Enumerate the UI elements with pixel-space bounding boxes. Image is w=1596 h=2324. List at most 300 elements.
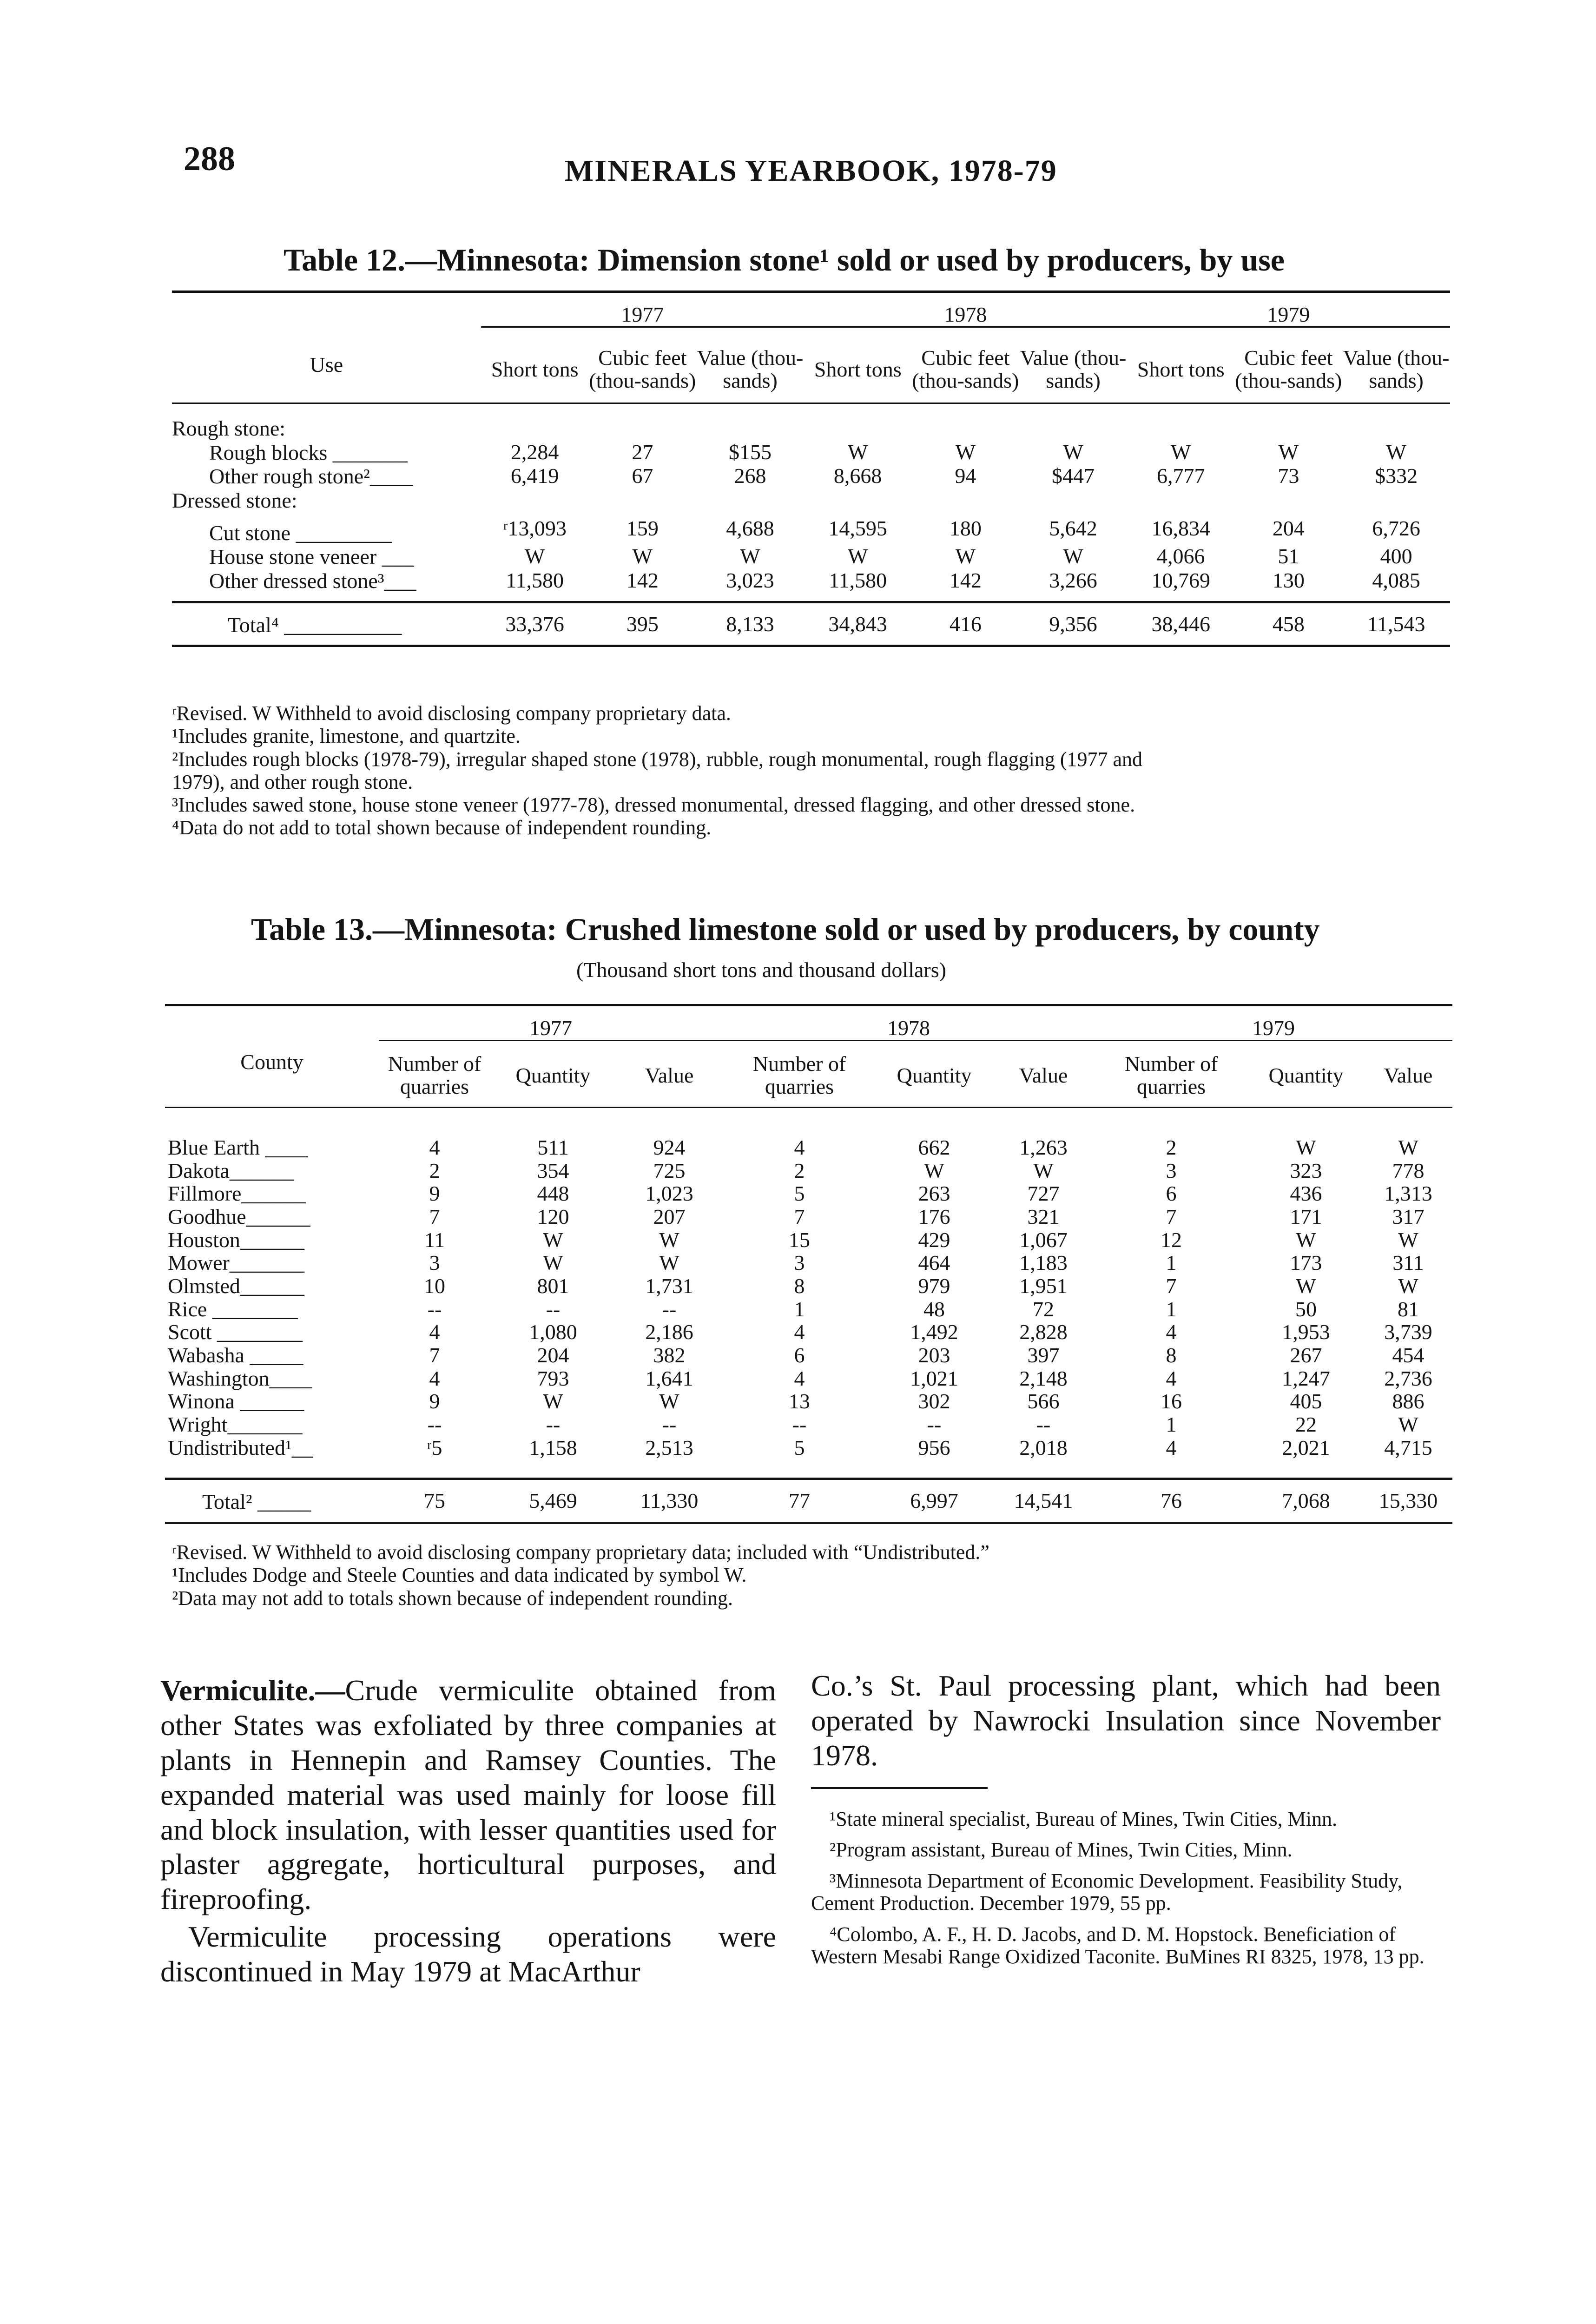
col-quantity: Quantity — [515, 1063, 591, 1087]
table-cell: 436 — [1290, 1182, 1322, 1206]
county-label: Olmsted______ — [168, 1274, 304, 1298]
table-cell: W — [1398, 1413, 1418, 1437]
col-quarries: Number of quarries — [1124, 1051, 1218, 1099]
spacer — [172, 593, 1450, 602]
table-cell: 4 — [429, 1136, 440, 1160]
table13 — [165, 1004, 1452, 1524]
table12-total-row — [172, 602, 1450, 646]
table-cell: W — [1398, 1274, 1418, 1298]
table-cell: -- — [546, 1413, 561, 1437]
year-1978-header: 1978 — [723, 1005, 1095, 1041]
table-cell: 15,330 — [1378, 1489, 1438, 1513]
table-cell: 4 — [794, 1136, 805, 1160]
table-cell: W — [1033, 1158, 1054, 1182]
year-1979-header: 1979 — [1095, 1005, 1452, 1041]
table-cell: 397 — [1027, 1343, 1060, 1367]
table-cell: 416 — [949, 612, 982, 636]
table-cell — [1342, 488, 1450, 512]
table-cell: 5 — [794, 1182, 805, 1206]
county-label: Washington____ — [168, 1366, 312, 1390]
table-cell: 1,263 — [1019, 1136, 1068, 1160]
table-cell — [804, 488, 912, 512]
table-cell: 8 — [1166, 1343, 1177, 1367]
table-cell: 5,469 — [529, 1489, 577, 1513]
section-heading: Vermiculite.— — [160, 1674, 345, 1707]
col-cubic-feet: Cubic feet (thou-sands) — [589, 345, 696, 393]
table-cell: W — [1170, 440, 1191, 464]
table-row — [165, 1413, 1452, 1436]
table-cell: ʳ5 — [427, 1435, 442, 1459]
table-cell: 323 — [1290, 1158, 1322, 1182]
table-cell: 1 — [1166, 1251, 1177, 1275]
year-1979-header: 1979 — [1127, 292, 1450, 327]
table12-title: Table 12.—Minnesota: Dimension stone¹ sold or used by producers, by use — [284, 242, 1285, 277]
table-cell: 956 — [918, 1435, 950, 1459]
table-cell: W — [1296, 1228, 1316, 1252]
table13-note: ʳRevised. W Withheld to avoid disclosing company proprietary data; included with “Undistributed.” — [172, 1541, 989, 1564]
table12-note: ⁴Data do not add to total shown because of independent rounding. — [172, 816, 712, 839]
table-cell — [589, 403, 697, 440]
table-row — [165, 1159, 1452, 1182]
table-cell: 2,186 — [645, 1320, 693, 1344]
table-cell: 4,085 — [1372, 568, 1420, 593]
table-cell: 2 — [794, 1158, 805, 1182]
table-row — [165, 1274, 1452, 1298]
table-cell: 3 — [794, 1251, 805, 1275]
table-cell: 7 — [429, 1205, 440, 1229]
table-cell: 9,356 — [1049, 612, 1097, 636]
col-quantity: Quantity — [1268, 1063, 1344, 1087]
paragraph — [160, 1673, 776, 1917]
table-cell: 81 — [1398, 1297, 1419, 1321]
table-cell: 14,541 — [1014, 1489, 1073, 1513]
table-cell: 7 — [1166, 1274, 1177, 1298]
col-quarries: Number of quarries — [752, 1051, 846, 1099]
table-cell: 2,148 — [1019, 1366, 1068, 1390]
row-label: Rough blocks _______ — [209, 440, 408, 464]
table-cell: 51 — [1278, 544, 1299, 568]
table-cell: 76 — [1161, 1489, 1182, 1513]
col-short-tons: Short tons — [491, 357, 579, 381]
table-cell — [481, 488, 589, 512]
year-1977-header: 1977 — [481, 292, 804, 327]
table-cell: 2 — [429, 1158, 440, 1182]
table-cell: 4,715 — [1384, 1435, 1432, 1459]
table-cell: W — [1063, 440, 1083, 464]
table-cell: 16 — [1161, 1389, 1182, 1413]
table-cell: 6,777 — [1156, 464, 1205, 488]
table13-notes — [172, 1541, 989, 1610]
table-cell: 16,834 — [1151, 516, 1210, 540]
table-cell: 6 — [794, 1343, 805, 1367]
table-cell: 2,018 — [1019, 1435, 1068, 1459]
table-row — [172, 512, 1450, 545]
table-cell: 924 — [653, 1136, 686, 1160]
table-row — [165, 1390, 1452, 1413]
table-cell: 1,641 — [645, 1366, 693, 1390]
table-cell: 979 — [918, 1274, 950, 1298]
table-cell: 886 — [1392, 1389, 1425, 1413]
table-cell: 27 — [632, 440, 653, 464]
col-value: Value — [1384, 1063, 1433, 1087]
col-value: Value — [1019, 1063, 1068, 1087]
running-title: MINERALS YEARBOOK, 1978-79 — [565, 154, 1057, 188]
table-cell: 3,739 — [1384, 1320, 1432, 1344]
county-label: Mower_______ — [168, 1251, 304, 1275]
table-cell: 3,266 — [1049, 568, 1097, 593]
table12-note: ¹Includes granite, limestone, and quartzite. — [172, 725, 521, 748]
table-cell: 8,668 — [833, 464, 882, 488]
col-short-tons: Short tons — [814, 357, 902, 381]
col-quantity: Quantity — [897, 1063, 972, 1087]
table-cell: W — [847, 440, 868, 464]
footnote-divider — [811, 1787, 988, 1789]
table-cell: W — [847, 544, 868, 568]
table-cell: W — [1296, 1274, 1316, 1298]
table-cell: 2 — [1166, 1136, 1177, 1160]
table-cell: 142 — [626, 568, 659, 593]
table-cell: 1,313 — [1384, 1182, 1432, 1206]
table-cell: W — [1398, 1228, 1418, 1252]
table-row — [172, 488, 1450, 512]
county-label: Wabasha _____ — [168, 1343, 303, 1367]
table-cell — [1127, 403, 1235, 440]
table-cell — [696, 403, 804, 440]
table-cell: 511 — [537, 1136, 569, 1160]
table-cell — [912, 403, 1020, 440]
table-cell: W — [659, 1228, 679, 1252]
table-cell: 10 — [424, 1274, 445, 1298]
table-cell: -- — [662, 1413, 677, 1437]
table-cell: -- — [927, 1413, 942, 1437]
table-cell: W — [659, 1251, 679, 1275]
table-cell: 67 — [632, 464, 653, 488]
col-short-tons: Short tons — [1137, 357, 1225, 381]
table-cell: 1,492 — [910, 1320, 958, 1344]
table-cell: 9 — [429, 1182, 440, 1206]
table-row — [172, 464, 1450, 488]
table-cell: 4 — [794, 1366, 805, 1390]
table-cell: 5,642 — [1049, 516, 1097, 540]
table13-title: Table 13.—Minnesota: Crushed limestone sold or used by producers, by county — [251, 911, 1320, 947]
footnote: ¹State mineral specialist, Bureau of Mines, Twin Cities, Minn. — [830, 1808, 1338, 1830]
table-cell: 1,951 — [1019, 1274, 1068, 1298]
table-cell: 33,376 — [505, 612, 564, 636]
table12-notes — [172, 702, 1142, 839]
paragraph-text: Crude vermiculite obtained from other States was exfoliated by three companies at plants in Hennepin and Ramsey Counties. The expanded material was used mainly for loose fill and block insulation, with lesser quantities used for plaster aggregate, horticultural purposes, and fireproofing. — [160, 1674, 776, 1916]
table-cell: 4 — [1166, 1366, 1177, 1390]
county-label: Rice ________ — [168, 1297, 298, 1321]
table-cell: 1,067 — [1019, 1228, 1068, 1252]
table-cell: W — [1063, 544, 1083, 568]
table-cell: 50 — [1295, 1297, 1317, 1321]
table-cell: 77 — [789, 1489, 810, 1513]
table13-subtitle: (Thousand short tons and thousand dollars) — [576, 958, 946, 982]
table-cell: 204 — [1272, 516, 1305, 540]
table-cell: 15 — [789, 1228, 810, 1252]
table-cell: -- — [427, 1413, 442, 1437]
row-label: Rough stone: — [172, 416, 286, 441]
table-cell: 204 — [537, 1343, 569, 1367]
table-cell: 400 — [1380, 544, 1412, 568]
paragraph: Vermiculite processing operations were discontinued in May 1979 at MacArthur — [160, 1920, 776, 1988]
table-cell: 34,843 — [828, 612, 887, 636]
table-cell: 662 — [918, 1136, 950, 1160]
table-cell — [1127, 488, 1235, 512]
table-cell: 4 — [429, 1320, 440, 1344]
table-cell: 6,997 — [910, 1489, 958, 1513]
table-cell: 120 — [537, 1205, 569, 1229]
table-cell — [481, 403, 589, 440]
table13-total-row — [165, 1479, 1452, 1523]
table-cell: 317 — [1392, 1205, 1425, 1229]
table-cell: -- — [662, 1297, 677, 1321]
table-cell — [696, 488, 804, 512]
table-cell: -- — [427, 1297, 442, 1321]
table-row — [172, 403, 1450, 440]
table-cell — [1235, 403, 1343, 440]
table-cell: 7 — [794, 1205, 805, 1229]
table-cell: W — [1398, 1136, 1418, 1160]
year-1978-header: 1978 — [804, 292, 1127, 327]
table-row — [172, 440, 1450, 464]
table-row — [165, 1320, 1452, 1344]
table-row — [165, 1344, 1452, 1367]
table-cell: 11,543 — [1367, 612, 1425, 636]
county-label: Dakota______ — [168, 1158, 294, 1182]
table-row — [172, 568, 1450, 593]
table-cell: 395 — [626, 612, 659, 636]
table12-note: ²Includes rough blocks (1978-79), irregular shaped stone (1978), rubble, rough monumental, rough flagging (1977 and — [172, 747, 1143, 771]
table-row — [165, 1108, 1452, 1159]
table-cell — [912, 488, 1020, 512]
table-cell: 311 — [1392, 1251, 1424, 1275]
table-row — [165, 1367, 1452, 1390]
table-cell: 4,688 — [726, 516, 774, 540]
table-row — [165, 1205, 1452, 1228]
table-cell: 48 — [923, 1297, 945, 1321]
col-quarries: Number of quarries — [388, 1051, 481, 1099]
table-cell: 727 — [1027, 1182, 1060, 1206]
total-label: Total² _____ — [202, 1490, 311, 1514]
table12-note: ʳRevised. W Withheld to avoid disclosing company proprietary data. — [172, 702, 731, 725]
table-cell — [1019, 488, 1127, 512]
county-label: Blue Earth ____ — [168, 1136, 308, 1160]
table-cell — [804, 403, 912, 440]
table-cell: 429 — [918, 1228, 950, 1252]
table-cell: 5 — [794, 1435, 805, 1459]
table-cell: 142 — [949, 568, 982, 593]
table-cell: 7 — [429, 1343, 440, 1367]
table-cell: W — [543, 1251, 563, 1275]
table-cell: 1 — [1166, 1297, 1177, 1321]
use-header: Use — [310, 353, 343, 376]
county-label: Scott ________ — [168, 1320, 303, 1344]
table-cell: 4 — [794, 1320, 805, 1344]
table-cell: 176 — [918, 1205, 950, 1229]
table-cell — [1235, 488, 1343, 512]
table-cell: W — [740, 544, 760, 568]
table-cell: W — [659, 1389, 679, 1413]
table-cell: 9 — [429, 1389, 440, 1413]
table-cell: 8,133 — [726, 612, 774, 636]
table-row — [165, 1298, 1452, 1321]
body-right-column — [811, 1669, 1441, 1773]
table-cell: 1,158 — [529, 1435, 577, 1459]
table-cell: 72 — [1033, 1297, 1054, 1321]
table-cell: 11,580 — [829, 568, 887, 593]
table-cell: 94 — [955, 464, 976, 488]
table-cell: W — [524, 544, 545, 568]
table-cell: 2,736 — [1384, 1366, 1432, 1390]
table-cell: 4 — [1166, 1435, 1177, 1459]
table-cell: 405 — [1290, 1389, 1322, 1413]
page-number: 288 — [184, 140, 235, 178]
table-cell: 458 — [1272, 612, 1305, 636]
table-cell — [589, 488, 697, 512]
county-label: Wright_______ — [168, 1413, 303, 1437]
county-header: County — [240, 1050, 303, 1074]
row-label: House stone veneer ___ — [209, 545, 414, 569]
table-cell: W — [924, 1158, 944, 1182]
row-label: Other dressed stone³___ — [209, 569, 416, 593]
table-cell: -- — [1036, 1413, 1051, 1437]
table-cell: 7,068 — [1282, 1489, 1330, 1513]
row-label: Other rough stone²____ — [209, 464, 413, 489]
table-row — [165, 1182, 1452, 1205]
table-cell: 778 — [1392, 1158, 1425, 1182]
table-cell: 159 — [626, 516, 659, 540]
table-cell: 801 — [537, 1274, 569, 1298]
col-value: Value (thou-sands) — [1020, 345, 1127, 393]
county-label: Fillmore______ — [168, 1182, 306, 1206]
table-cell: 464 — [918, 1251, 950, 1275]
table-cell: W — [543, 1228, 563, 1252]
table-cell: 10,769 — [1151, 568, 1210, 593]
table-cell: W — [1296, 1136, 1316, 1160]
col-value: Value (thou-sands) — [1343, 345, 1450, 393]
col-cubic-feet: Cubic feet (thou-sands) — [1235, 345, 1342, 393]
table-cell: 8 — [794, 1274, 805, 1298]
table-cell: 173 — [1290, 1251, 1322, 1275]
table-cell: 13 — [789, 1389, 810, 1413]
table12 — [172, 290, 1450, 647]
table-cell: 354 — [537, 1158, 569, 1182]
table-cell: 38,446 — [1151, 612, 1210, 636]
table-cell: 6,419 — [510, 464, 559, 488]
table-cell: 4,066 — [1156, 544, 1205, 568]
table-cell: 4 — [429, 1366, 440, 1390]
table-cell: 203 — [918, 1343, 950, 1367]
county-label: Goodhue______ — [168, 1205, 310, 1229]
table-cell: W — [1278, 440, 1299, 464]
table-cell: W — [955, 440, 976, 464]
table-row — [172, 544, 1450, 568]
county-label: Houston______ — [168, 1228, 304, 1252]
table-cell: -- — [546, 1297, 561, 1321]
table-cell: 1 — [1166, 1413, 1177, 1437]
table-cell: 2,828 — [1019, 1320, 1068, 1344]
table-cell: 382 — [653, 1343, 686, 1367]
table-cell: W — [955, 544, 976, 568]
table-cell: W — [632, 544, 653, 568]
table-cell: W — [543, 1389, 563, 1413]
table-cell: 263 — [918, 1182, 950, 1206]
county-label: Winona ______ — [168, 1389, 304, 1413]
table-cell: 6,726 — [1372, 516, 1420, 540]
table-cell: 1,183 — [1019, 1251, 1068, 1275]
table-cell: 267 — [1290, 1343, 1322, 1367]
table-cell: 22 — [1295, 1413, 1317, 1437]
table-cell: 1,247 — [1282, 1366, 1330, 1390]
table-cell: 130 — [1272, 568, 1305, 593]
table-row — [165, 1436, 1452, 1459]
table-cell — [1342, 403, 1450, 440]
table-cell: 725 — [653, 1158, 686, 1182]
table-cell: 6 — [1166, 1182, 1177, 1206]
county-label: Undistributed¹__ — [168, 1435, 313, 1459]
table12-note: 1979), and other rough stone. — [172, 770, 413, 793]
table-cell: 3 — [429, 1251, 440, 1275]
body-left-column — [160, 1673, 776, 1989]
row-label: Dressed stone: — [172, 489, 297, 513]
table-row — [165, 1251, 1452, 1274]
table-cell: 171 — [1290, 1205, 1322, 1229]
spacer — [165, 1459, 1452, 1479]
table-row — [165, 1228, 1452, 1252]
table-cell — [1019, 403, 1127, 440]
table-cell: $447 — [1052, 464, 1095, 488]
row-label: Cut stone _________ — [209, 521, 392, 545]
table-cell: 302 — [918, 1389, 950, 1413]
table-cell: 793 — [537, 1366, 569, 1390]
table-cell: 3 — [1166, 1158, 1177, 1182]
table-cell: 1 — [794, 1297, 805, 1321]
table-cell: 1,731 — [645, 1274, 693, 1298]
table-cell: 11,330 — [640, 1489, 699, 1513]
table-cell: 4 — [1166, 1320, 1177, 1344]
table-cell: 75 — [424, 1489, 445, 1513]
table-cell: -- — [792, 1413, 807, 1437]
table-cell: 11,580 — [506, 568, 564, 593]
col-cubic-feet: Cubic feet (thou-sands) — [912, 345, 1019, 393]
table-cell: 11 — [424, 1228, 445, 1252]
table-cell: 268 — [734, 464, 766, 488]
table-cell: 7 — [1166, 1205, 1177, 1229]
table-cell: 12 — [1161, 1228, 1182, 1252]
table-cell: 14,595 — [828, 516, 887, 540]
spacer-row — [165, 1459, 1452, 1479]
col-value: Value (thou-sands) — [697, 345, 804, 393]
footnotes — [811, 1808, 1441, 1968]
col-value: Value — [645, 1063, 694, 1087]
table-cell: $155 — [729, 440, 772, 464]
year-1977-header: 1977 — [379, 1005, 723, 1041]
footnote: ³Minnesota Department of Economic Development. Feasibility Study, Cement Production. December 1979, 55 pp. — [811, 1869, 1403, 1915]
table-cell: ʳ13,093 — [503, 516, 567, 540]
table-cell: 2,284 — [510, 440, 559, 464]
table12-note: ³Includes sawed stone, house stone veneer (1977-78), dressed monumental, dressed flagging, and other dressed stone. — [172, 793, 1135, 817]
table-cell: 1,023 — [645, 1182, 693, 1206]
table-cell: 454 — [1392, 1343, 1425, 1367]
table-cell: 566 — [1027, 1389, 1060, 1413]
table-cell: 321 — [1027, 1205, 1060, 1229]
table13-note: ²Data may not add to totals shown because of independent rounding. — [172, 1586, 733, 1610]
table-cell: $332 — [1375, 464, 1418, 488]
table-cell: 207 — [653, 1205, 686, 1229]
footnote: ²Program assistant, Bureau of Mines, Twin Cities, Minn. — [830, 1838, 1293, 1862]
table-cell: W — [1386, 440, 1406, 464]
